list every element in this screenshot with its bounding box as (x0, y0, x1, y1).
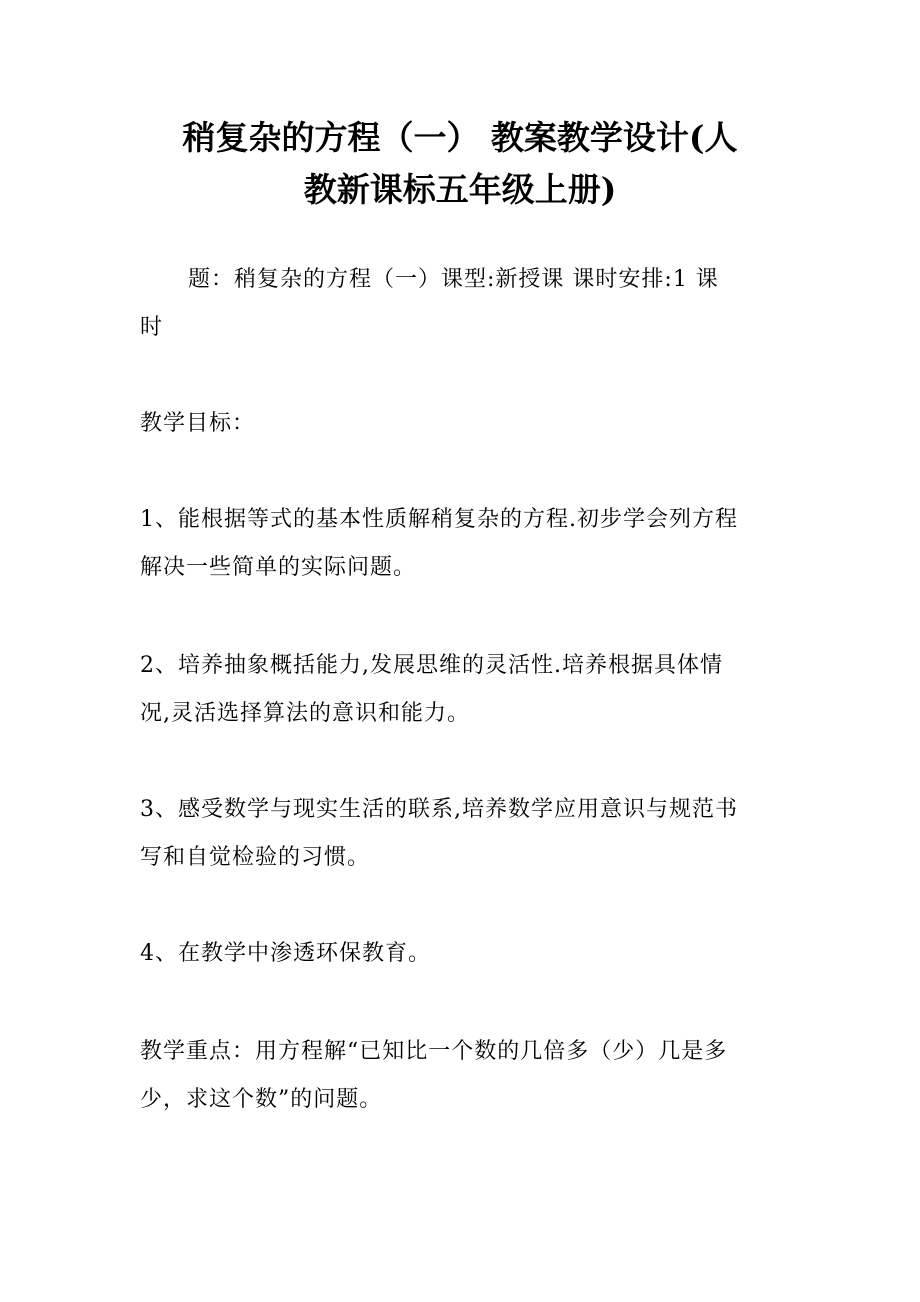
objective-1 (140, 496, 780, 592)
objective-4-text: 4、在教学中渗透环保教育。 (140, 941, 431, 966)
objective-1-line-1: 1、能根据等式的基本性质解稍复杂的方程.初步学会列方程 (140, 507, 738, 532)
lesson-info-line-2: 时 (140, 315, 164, 340)
objective-2 (140, 642, 780, 738)
title-line-1: 稍复杂的方程（一） 教案教学设计(人 (182, 118, 738, 157)
document-title (140, 112, 780, 216)
objective-4 (140, 930, 780, 978)
objective-3-line-2: 写和自觉检验的习惯。 (140, 845, 371, 870)
objectives-heading (140, 400, 780, 448)
key-point-line-1: 教学重点：用方程解“已知比一个数的几倍多（少）几是多 (140, 1039, 728, 1064)
key-point-line-2: 少，求这个数”的问题。 (140, 1087, 383, 1112)
objective-2-line-2: 况,灵活选择算法的意识和能力。 (140, 701, 470, 726)
objective-2-line-1: 2、培养抽象概括能力,发展思维的灵活性.培养根据具体情 (140, 653, 723, 678)
objective-3-line-1: 3、感受数学与现实生活的联系,培养数学应用意识与规范书 (140, 797, 738, 822)
objective-3 (140, 786, 780, 882)
key-point (140, 1028, 780, 1124)
objectives-heading-text: 教学目标： (140, 411, 256, 436)
objective-1-line-2: 解决一些简单的实际问题。 (140, 555, 417, 580)
lesson-info (140, 256, 780, 352)
title-line-2: 教新课标五年级上册) (303, 170, 617, 209)
lesson-info-line-1: 题：稍复杂的方程（一）课型:新授课 课时安排:1 课 (188, 267, 719, 292)
